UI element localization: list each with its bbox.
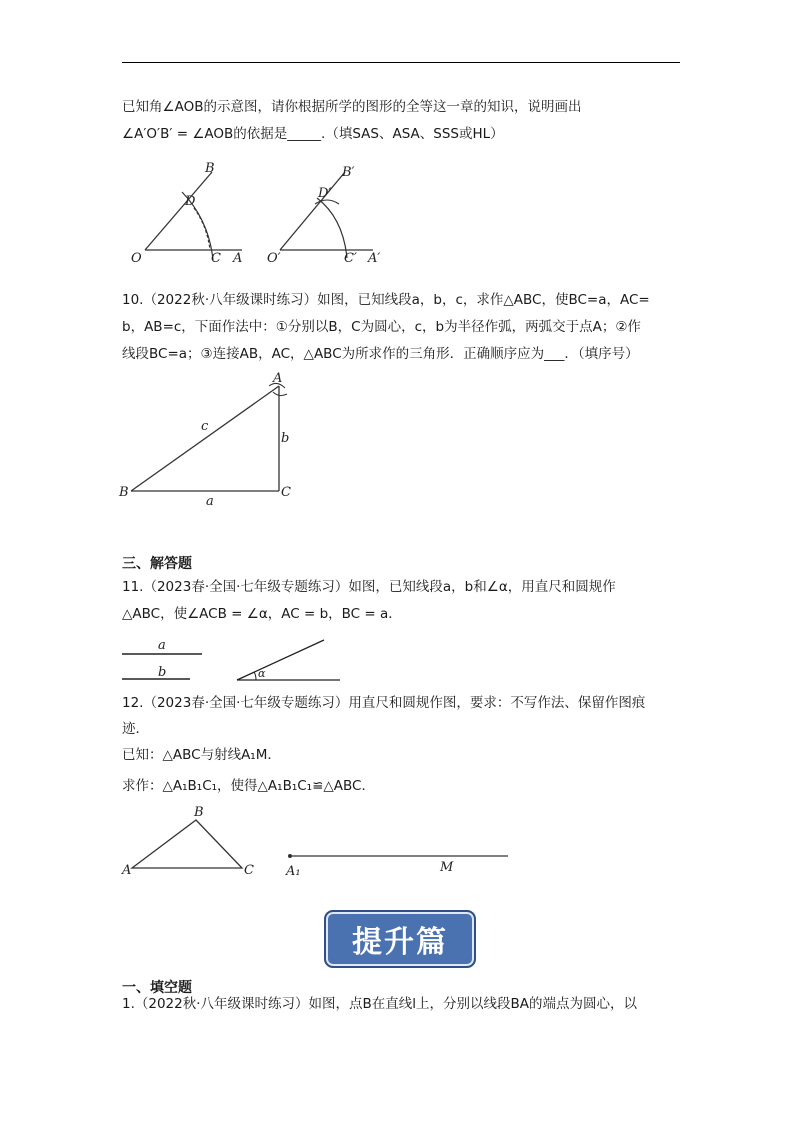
q10-line1: 10.（2022秋·八年级课时练习）如图，已知线段a，b，c，求作△ABC，使BC=a，AC= xyxy=(122,292,650,308)
q11-label-a: a xyxy=(158,638,166,653)
q9-fig2-label-d: D′ xyxy=(318,186,332,201)
q12-triangle-figure xyxy=(118,802,268,882)
q12-label-a: A xyxy=(122,863,132,878)
q12-line4: 求作：△A₁B₁C₁，使得△A₁B₁C₁≌△ABC． xyxy=(122,778,375,794)
q9-figure-2 xyxy=(265,160,395,270)
q10-label-a-vertex: A xyxy=(273,371,283,386)
q9-fig1-label-o: O xyxy=(131,251,142,266)
q10-line3: 线段BC=a；③连接AB，AC，△ABC为所求作的三角形．正确顺序应为___．（填序号） xyxy=(122,346,639,362)
q10-label-b-vertex: B xyxy=(119,485,129,500)
q12-label-c: C xyxy=(244,863,254,878)
q11-line2: △ABC，使∠ACB = ∠α，AC = b，BC = a． xyxy=(122,606,402,622)
q9-fig1-label-a: A xyxy=(233,251,243,266)
q10-label-side-a: a xyxy=(206,494,214,509)
header-rule xyxy=(122,62,680,63)
q12-line2: 迹． xyxy=(122,721,149,737)
q12-line3: 已知：△ABC与射线A₁M． xyxy=(122,747,281,763)
q9-figure-1 xyxy=(125,160,255,270)
q11-label-b: b xyxy=(158,665,167,680)
q10-triangle-figure xyxy=(115,368,305,510)
q11-figure xyxy=(120,636,350,686)
q12-label-a1: A₁ xyxy=(286,864,301,879)
q9-fig2-label-b: B′ xyxy=(342,165,355,180)
q9-fig1-label-b: B xyxy=(205,161,215,176)
q9-fig2-label-o: O′ xyxy=(267,251,281,266)
q12-ray-figure xyxy=(280,845,520,885)
q9-fig2-label-c: C′ xyxy=(344,251,357,266)
section-answer-title: 三、解答题 xyxy=(122,556,192,572)
q12-line1: 12.（2023春·全国·七年级专题练习）用直尺和圆规作图，要求：不写作法、保留作图痕 xyxy=(122,695,646,711)
q9-fig1-label-d: D xyxy=(185,194,196,209)
q11-label-alpha: α xyxy=(258,667,266,680)
q9-fig1-label-c: C xyxy=(211,251,221,266)
banner-text: 提升篇 xyxy=(352,925,448,960)
q11-line1: 11.（2023春·全国·七年级专题练习）如图，已知线段a，b和∠α，用直尺和圆规作 xyxy=(122,579,616,595)
q9-line2: ∠A′O′B′ = ∠AOB的依据是_____.（填SAS、ASA、SSS或HL） xyxy=(122,126,504,142)
section-fill-title: 一、填空题 xyxy=(122,980,192,996)
q10-label-side-c: c xyxy=(201,419,209,434)
q10-line2: b，AB=c，下面作法中：①分别以B，C为圆心，c，b为半径作弧，两弧交于点A；②作 xyxy=(122,319,641,335)
q10-label-c-vertex: C xyxy=(281,485,291,500)
q10-label-side-b: b xyxy=(281,431,290,446)
q12-label-b: B xyxy=(194,805,204,820)
q1-line1: 1.（2022秋·八年级课时练习）如图，点B在直线l上，分别以线段BA的端点为圆心，以 xyxy=(122,996,638,1012)
q12-label-m: M xyxy=(440,860,454,875)
q9-line1: 已知角∠AOB的示意图，请你根据所学的图形的全等这一章的知识，说明画出 xyxy=(122,99,582,115)
advanced-section-banner xyxy=(324,910,476,968)
q9-fig2-label-a: A′ xyxy=(368,251,381,266)
